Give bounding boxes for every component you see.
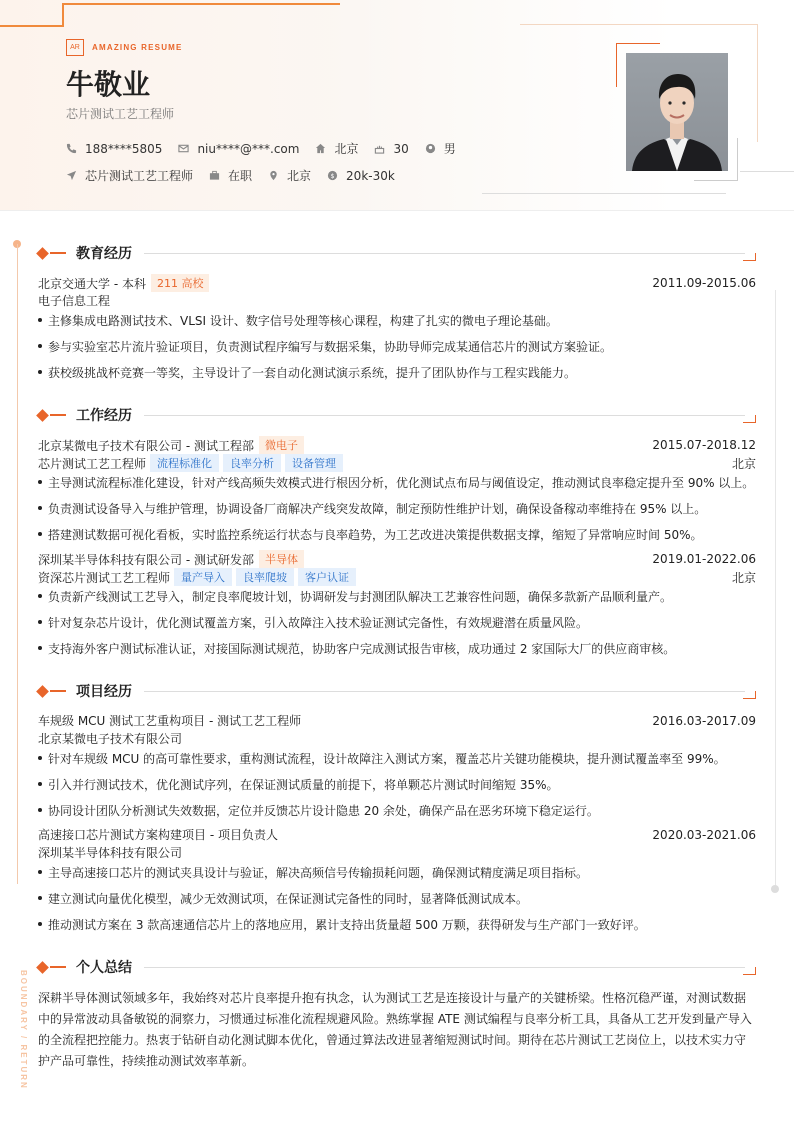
education-date: 2011.09-2015.06 xyxy=(652,276,756,290)
list-item: 主导测试流程标准化建设，针对产线高频失效模式进行根因分析，优化测试点布局与阈值设定，推动测试良率稳定提升至 90% 以上。 xyxy=(38,474,756,491)
skill-tag: 设备管理 xyxy=(285,454,343,472)
profile-photo xyxy=(626,53,728,171)
decor-line xyxy=(62,3,64,27)
salary-text: 20k-30k xyxy=(346,168,395,183)
intent-item xyxy=(66,167,193,184)
gender-text: 男 xyxy=(443,142,456,156)
list-item: 支持海外客户测试标准认证，对接国际测试规范，协助客户完成测试报告审核，成功通过 2 家国际大厂的供应商审核。 xyxy=(38,640,756,657)
list-item: 协同设计团队分析测试失效数据，定位并反馈芯片设计隐患 20 余处，确保产品在恶劣环境下稳定运行。 xyxy=(38,802,756,819)
salary-icon xyxy=(327,170,338,181)
corner-decor xyxy=(743,415,756,423)
summary-text: 深耕半导体测试领域多年，我始终对芯片良率提升抱有执念，认为测试工艺是连接设计与量产的关键桥梁。性格沉稳严谨，对测试数据中的异常波动具备敏锐的洞察力，习惯通过标准化流程规避风险。熟练掌握 ATE 测试编程与良率分析工具，具备从工艺开发到量产导入的全流程把控能力。热衷于钻研自动化测试脚本优化，曾通过算法改进显著缩短测试时间。期待在芯片测试工艺岗位上，以技术实力守护产品可靠性，持续推动测试效率革新。 xyxy=(38,991,752,1068)
intent-text: 芯片测试工艺工程师 xyxy=(85,169,194,183)
phone-icon xyxy=(66,143,77,154)
age-item xyxy=(374,142,408,156)
company-name: 深圳某半导体科技有限公司 - 测试研发部 xyxy=(38,552,254,567)
work-date: 2015.07-2018.12 xyxy=(652,438,756,452)
list-item: 建立测试向量优化模型，减少无效测试项，在保证测试完备性的同时，显著降低测试成本。 xyxy=(38,890,756,907)
decor-line xyxy=(740,171,794,172)
work-city: 北京 xyxy=(731,570,756,585)
work-header xyxy=(38,550,756,568)
project-org-row xyxy=(38,844,756,861)
salary-item xyxy=(327,169,395,183)
list-item: 主导高速接口芯片的测试夹具设计与验证，解决高频信号传输损耗问题，确保测试精度满足项目指标。 xyxy=(38,864,756,881)
side-watermark-text: BOUNDARY / RETURN xyxy=(19,970,28,1090)
skill-tag: 良率分析 xyxy=(223,454,281,472)
diamond-icon xyxy=(36,961,49,974)
status-text: 在职 xyxy=(228,169,253,183)
section-heading: 教育经历 xyxy=(76,246,132,262)
status-item xyxy=(209,167,252,184)
email-text: niu****@***.com xyxy=(197,141,300,156)
home-icon xyxy=(315,143,326,154)
gender-item xyxy=(425,140,456,157)
section-heading: 工作经历 xyxy=(76,408,132,424)
divider xyxy=(144,691,745,692)
cake-icon xyxy=(374,143,385,154)
diamond-icon xyxy=(36,409,49,422)
major: 电子信息工程 xyxy=(38,294,111,308)
city-text: 北京 xyxy=(287,169,312,183)
city-item xyxy=(268,167,311,184)
badge-abbr: AR xyxy=(66,39,84,56)
list-item: 针对复杂芯片设计，优化测试覆盖方案，引入故障注入技术验证测试完备性，有效规避潜在质量风险。 xyxy=(38,614,756,631)
section-education-title xyxy=(36,243,756,263)
list-item: 参与实验室芯片流片验证项目，负责测试程序编写与数据采集，协助导师完成某通信芯片的测试方案验证。 xyxy=(38,338,756,355)
home-text: 北京 xyxy=(334,142,359,156)
project-org: 深圳某半导体科技有限公司 xyxy=(38,846,183,860)
gender-icon xyxy=(425,143,436,154)
briefcase-icon xyxy=(209,170,220,181)
corner-decor xyxy=(743,253,756,261)
candidate-title: 芯片测试工艺工程师 xyxy=(66,107,175,121)
project-org-row xyxy=(38,730,756,747)
age-text: 30 xyxy=(393,141,409,156)
person-avatar-icon xyxy=(626,53,728,171)
decor-line xyxy=(482,193,726,194)
decor-line xyxy=(0,25,64,27)
dash-decor xyxy=(50,966,66,968)
project-header xyxy=(38,712,756,729)
diamond-icon xyxy=(36,685,49,698)
work-city: 北京 xyxy=(731,456,756,471)
list-item: 主修集成电路测试技术、VLSI 设计、数字信号处理等核心课程，构建了扎实的微电子理论基础。 xyxy=(38,312,756,329)
work-header xyxy=(38,436,756,454)
list-item: 针对车规级 MCU 的高可靠性要求，重构测试流程，设计故障注入测试方案，覆盖芯片关键功能模块，提升测试覆盖率至 99%。 xyxy=(38,750,756,767)
education-major-row xyxy=(38,292,756,309)
school-tag: 211 高校 xyxy=(151,274,210,292)
role: 芯片测试工艺工程师 xyxy=(38,456,147,471)
decor-line xyxy=(775,290,776,890)
project-date: 2020.03-2021.06 xyxy=(652,827,756,842)
dash-decor xyxy=(50,252,66,254)
candidate-name: 牛敬业 xyxy=(66,68,151,101)
section-heading: 个人总结 xyxy=(76,960,132,976)
list-item: 获校级挑战杯竞赛一等奖，主导设计了一套自动化测试演示系统，提升了团队协作与工程实践能力。 xyxy=(38,364,756,381)
email-item xyxy=(178,142,299,156)
corner-decor xyxy=(743,967,756,975)
svg-text:$: $ xyxy=(330,171,335,180)
role: 资深芯片测试工艺工程师 xyxy=(38,570,171,585)
list-item: 负责测试设备导入与维护管理，协调设备厂商解决产线突发故障，制定预防性维护计划，确保设备稼动率维持在 95% 以上。 xyxy=(38,500,756,517)
mail-icon xyxy=(178,143,189,154)
company-name: 北京某微电子技术有限公司 - 测试工程部 xyxy=(38,438,254,453)
list-item: 引入并行测试技术，优化测试序列，在保证测试质量的前提下，将单颗芯片测试时间缩短 35%。 xyxy=(38,776,756,793)
divider xyxy=(144,415,745,416)
work-role-row xyxy=(38,454,756,472)
badge-text: AMAZING RESUME xyxy=(92,43,183,52)
education-header xyxy=(38,274,756,292)
contact-row xyxy=(66,140,472,157)
divider xyxy=(144,253,745,254)
project-org: 北京某微电子技术有限公司 xyxy=(38,732,183,746)
industry-tag: 半导体 xyxy=(259,550,304,568)
section-heading: 项目经历 xyxy=(76,684,132,700)
industry-tag: 微电子 xyxy=(259,436,304,454)
decor-line xyxy=(694,180,738,181)
school-name: 北京交通大学 - 本科 xyxy=(38,276,146,291)
skill-tag: 量产导入 xyxy=(174,568,232,586)
dash-decor xyxy=(50,414,66,416)
location-icon xyxy=(268,170,279,181)
work-role-row xyxy=(38,568,756,586)
resume-header xyxy=(0,0,794,211)
section-project-title xyxy=(36,681,756,701)
phone-text: 188****5805 xyxy=(85,141,163,156)
phone-item xyxy=(66,142,162,156)
project-header xyxy=(38,826,756,843)
decor-line xyxy=(64,3,340,5)
timeline-line xyxy=(17,244,18,884)
list-item: 推动测试方案在 3 款高速通信芯片上的落地应用，累计支持出货量超 500 万颗，获得研发与生产部门一致好评。 xyxy=(38,916,756,933)
skill-tag: 流程标准化 xyxy=(150,454,219,472)
skill-tag: 良率爬坡 xyxy=(236,568,294,586)
home-item xyxy=(315,140,358,157)
section-work-title xyxy=(36,405,756,425)
brand-badge xyxy=(66,39,183,56)
skill-tag: 客户认证 xyxy=(298,568,356,586)
send-icon xyxy=(66,170,77,181)
list-item: 搭建测试数据可视化看板，实时监控系统运行状态与良率趋势，为工艺改进决策提供数据支撑，缩短了异常响应时间 50%。 xyxy=(38,526,756,543)
diamond-icon xyxy=(36,247,49,260)
work-date: 2019.01-2022.06 xyxy=(652,552,756,566)
divider xyxy=(144,967,745,968)
project-name: 高速接口芯片测试方案构建项目 - 项目负责人 xyxy=(38,828,278,842)
project-name: 车规级 MCU 测试工艺重构项目 - 测试工艺工程师 xyxy=(38,714,302,728)
section-summary-title xyxy=(36,957,756,977)
list-item: 负责新产线测试工艺导入，制定良率爬坡计划，协调研发与封测团队解决工艺兼容性问题，确保多款新产品顺利量产。 xyxy=(38,588,756,605)
corner-decor xyxy=(743,691,756,699)
project-date: 2016.03-2017.09 xyxy=(652,713,756,728)
job-intent-row xyxy=(66,167,411,184)
decor-line xyxy=(737,138,738,181)
dash-decor xyxy=(50,690,66,692)
timeline-dot xyxy=(771,885,779,893)
